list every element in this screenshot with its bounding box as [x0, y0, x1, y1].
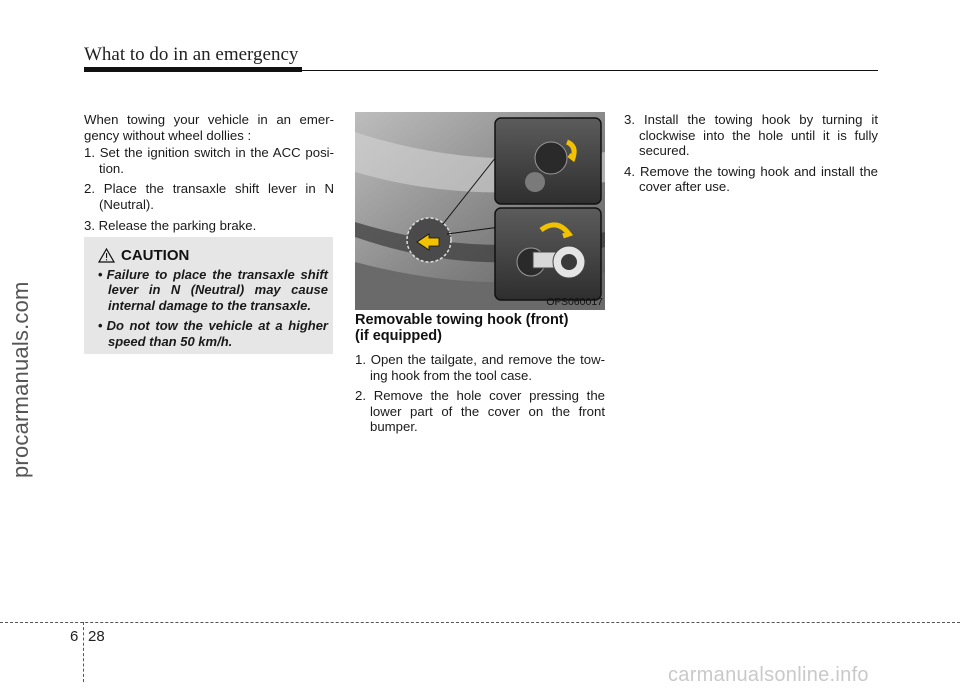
- section-heading-line1: Removable towing hook (front): [355, 312, 569, 328]
- header-rule-thin: [84, 70, 878, 71]
- hook-step-1: 1. Open the tailgate, and remove the tow- ing hook from the tool case.: [355, 352, 605, 383]
- towing-step-3: 3. Release the parking brake.: [84, 217, 257, 233]
- caution-heading-text: CAUTION: [121, 247, 190, 264]
- caution-item-text: Failure to place the transaxle shift lever in N (Neutral) may cause internal damage to the transaxle.: [106, 267, 328, 313]
- column-1: [84, 112, 334, 238]
- hook-step-4: 4. Remove the towing hook and install the cover after use.: [624, 163, 878, 195]
- footer-site-watermark: carmanualsonline.info: [668, 664, 869, 686]
- caution-box: [84, 237, 333, 354]
- column-2: [355, 312, 605, 440]
- hook-step-2: 2. Remove the hole cover pressing the lower part of the cover on the front bumper.: [355, 388, 605, 435]
- towing-step-1: 1. Set the ignition switch in the ACC posi- tion.: [84, 145, 334, 176]
- towing-intro: When towing your vehicle in an emer- gency without wheel dollies :: [84, 112, 334, 143]
- caution-item-text: Do not tow the vehicle at a higher speed than 50 km/h.: [106, 318, 328, 349]
- bullet-icon: •: [98, 267, 103, 282]
- footer-vertical-rule: [83, 622, 84, 682]
- hook-steps-list: [355, 352, 605, 435]
- bullet-icon: •: [98, 318, 103, 334]
- column-3: [624, 112, 878, 200]
- caution-list: [92, 267, 328, 354]
- footer-page-number: 28: [88, 628, 105, 645]
- caution-item: [92, 318, 328, 349]
- towing-step-2: 2. Place the transaxle shift lever in N (Neutral).: [84, 181, 334, 212]
- warning-triangle-icon: [98, 248, 115, 263]
- figure-code: OFS060017: [546, 296, 603, 308]
- section-heading: [355, 312, 605, 344]
- footer-dashed-rule: [0, 622, 960, 623]
- hook-steps-list-continued: [624, 112, 878, 195]
- caution-item: [92, 267, 328, 313]
- caution-heading: [98, 247, 189, 264]
- towing-steps-list: [84, 145, 334, 233]
- side-watermark: procarmanuals.com: [8, 281, 33, 478]
- towing-hook-illustration: [355, 112, 605, 310]
- hook-step-3: 3. Install the towing hook by turning it clockwise into the hole until it is fully secured.: [624, 112, 878, 159]
- page-header-title: What to do in an emergency: [84, 44, 299, 65]
- section-heading-line2: (if equipped): [355, 328, 442, 344]
- footer-chapter-number: 6: [70, 628, 79, 645]
- towing-hook-drawing: [355, 112, 605, 310]
